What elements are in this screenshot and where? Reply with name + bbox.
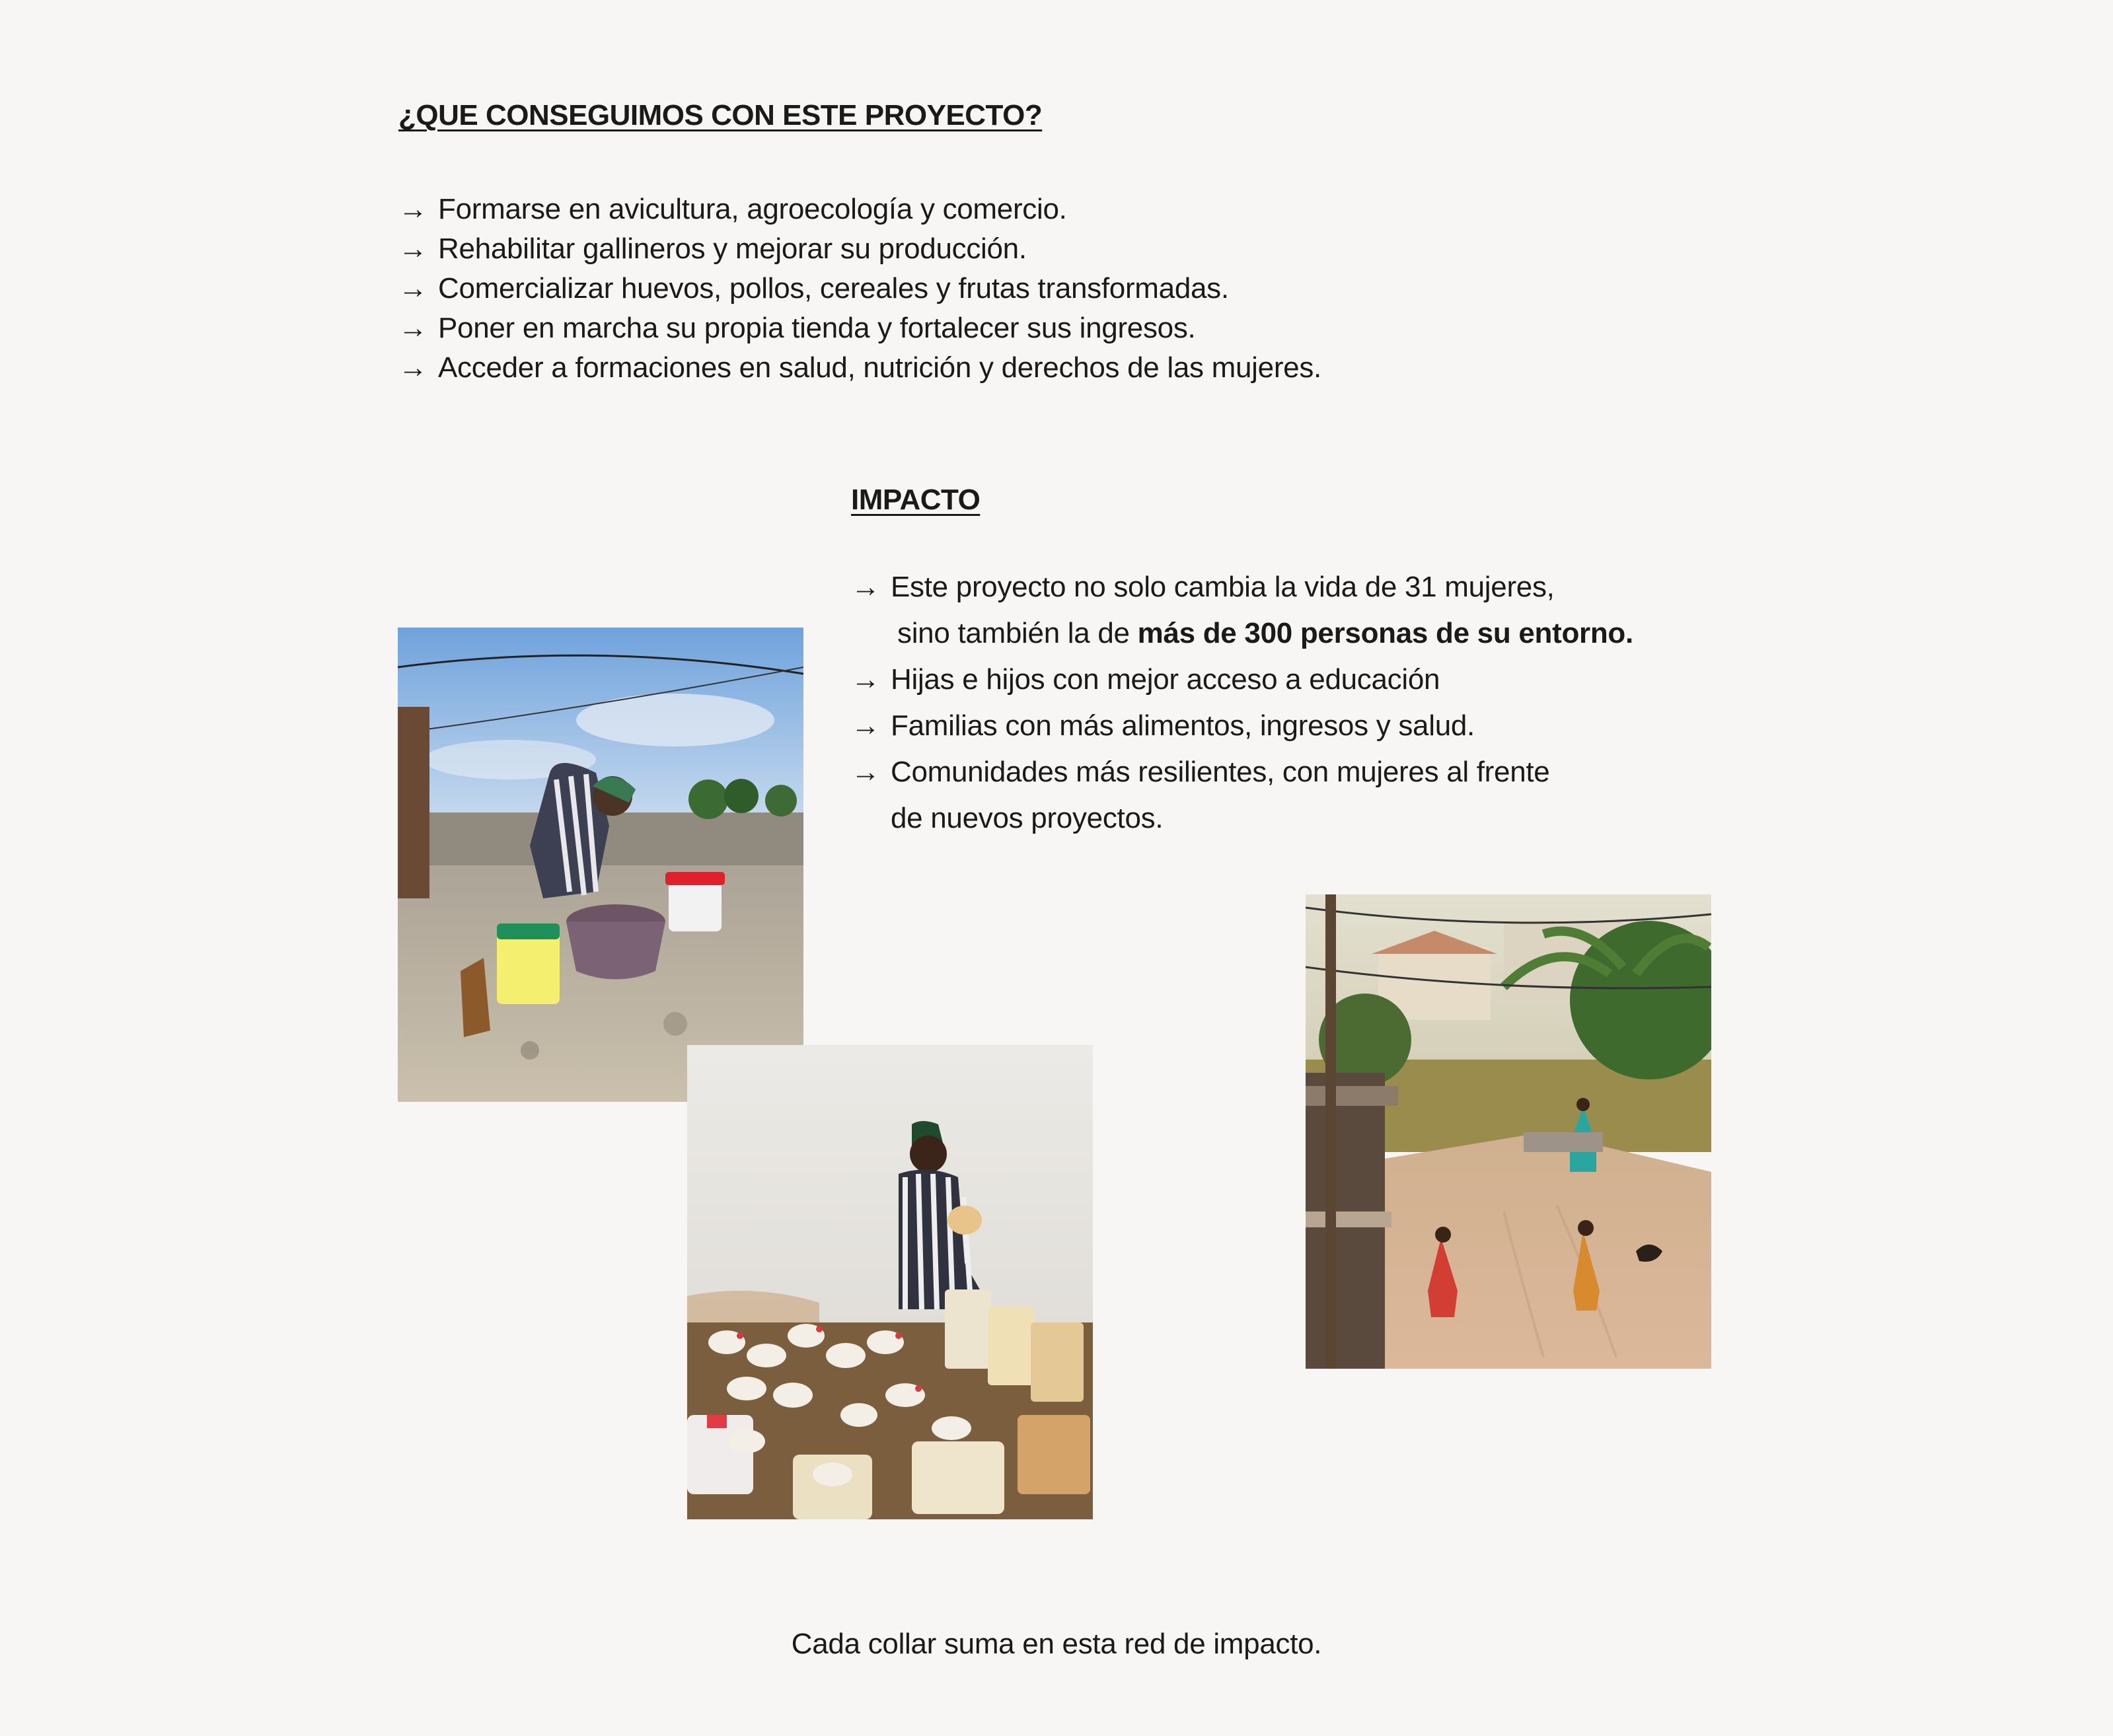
list-item: → Comercializar huevos, pollos, cereales y frutas transformadas. (398, 269, 1321, 308)
list-item: → Rehabilitar gallineros y mejorar su producción. (398, 229, 1321, 269)
impacto-list (851, 564, 1633, 842)
arrow-right-icon: → (398, 233, 427, 265)
impacto-heading: IMPACTO (851, 484, 981, 516)
list-item: → Este proyecto no solo cambia la vida de 31 mujeres, sino también la de más de 300 personas de su entorno. (851, 564, 1633, 657)
que-conseguimos-list (398, 190, 1321, 388)
arrow-right-icon: → (398, 193, 427, 225)
village-road-photo (1306, 894, 1711, 1369)
arrow-right-icon: → (851, 663, 880, 696)
arrow-right-icon: → (851, 756, 880, 788)
arrow-right-icon: → (851, 571, 880, 603)
list-item: → Comunidades más resilientes, con mujeres al frente de nuevos proyectos. (851, 749, 1633, 842)
arrow-right-icon: → (398, 312, 427, 344)
woman-washing-photo (398, 628, 803, 1102)
impact-highlight: más de 300 personas de su entorno. (1137, 617, 1633, 649)
list-item: → Familias con más alimentos, ingresos y salud. (851, 703, 1633, 749)
arrow-right-icon: → (851, 709, 880, 742)
list-item: → Formarse en avicultura, agroecología y comercio. (398, 190, 1321, 229)
list-item: → Hijas e hijos con mejor acceso a educación (851, 657, 1633, 703)
arrow-right-icon: → (398, 351, 427, 384)
que-conseguimos-heading: ¿QUE CONSEGUIMOS CON ESTE PROYECTO? (398, 99, 1043, 131)
list-item: → Acceder a formaciones en salud, nutrición y derechos de las mujeres. (398, 348, 1321, 388)
list-item: → Poner en marcha su propia tienda y fortalecer sus ingresos. (398, 308, 1321, 348)
footer-text: Cada collar suma en esta red de impacto. (791, 1628, 1322, 1660)
arrow-right-icon: → (398, 272, 427, 305)
woman-with-chickens-photo (687, 1045, 1093, 1519)
